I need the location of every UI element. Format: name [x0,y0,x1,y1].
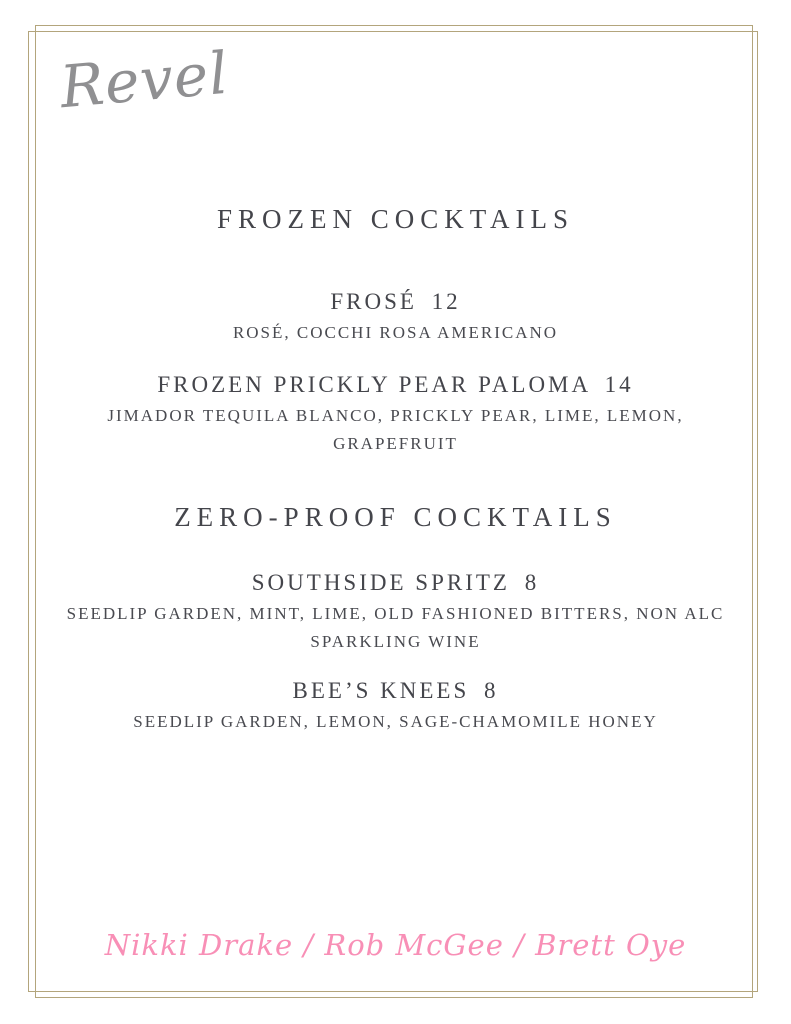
item-description-southside-spritz: SEEDLIP GARDEN, MINT, LIME, OLD FASHIONED BITTERS, NON ALC SPARKLING WINE [66,604,725,651]
item-description-frose: ROSÉ, COCCHI ROSA AMERICANO [232,323,559,342]
item-name-text: BEE’S KNEES [292,678,470,703]
item-price: 14 [604,372,634,397]
menu-item-southside-spritz [0,570,791,596]
item-price: 8 [484,678,499,703]
menu-item-prickly-pear-paloma [0,372,791,398]
section-title-zero-proof-cocktails: ZERO-PROOF COCKTAILS [174,502,617,532]
menu-item-frose [0,289,791,315]
item-name-text: SOUTHSIDE SPRITZ [251,570,510,595]
item-name-text: FROSÉ [330,289,417,314]
revel-logo: Revel [57,38,232,122]
section-title-frozen-cocktails: FROZEN COCKTAILS [216,204,575,234]
menu-item-bees-knees [0,678,791,704]
item-name-text: FROZEN PRICKLY PEAR PALOMA [157,372,590,397]
item-price: 12 [431,289,461,314]
bartender-credits: Nikki Drake / Rob McGee / Brett Oye [104,928,687,962]
item-description-bees-knees: SEEDLIP GARDEN, LEMON, SAGE-CHAMOMILE HONEY [133,712,658,731]
item-price: 8 [524,570,540,595]
item-description-prickly-pear-paloma: JIMADOR TEQUILA BLANCO, PRICKLY PEAR, LIME, LEMON, GRAPEFRUIT [107,406,684,453]
